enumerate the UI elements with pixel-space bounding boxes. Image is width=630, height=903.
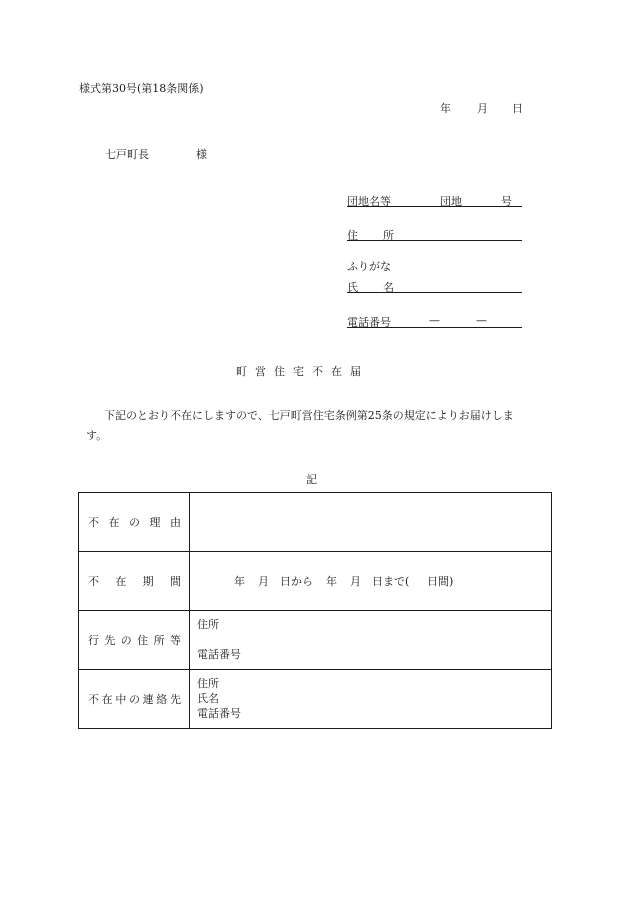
table-row — [79, 670, 552, 729]
reason-label-cell — [79, 493, 190, 552]
document-title: 町営住宅不在届 — [236, 365, 369, 378]
label-char: 期 — [142, 575, 154, 588]
label-char: 中 — [115, 693, 127, 706]
label-char: 理 — [149, 516, 161, 529]
table-row — [79, 493, 552, 552]
period-year-2: 年 — [326, 575, 337, 588]
period-days: 日間) — [427, 575, 454, 588]
destination-address: 住所 — [197, 617, 219, 631]
address-label-1: 住 — [347, 229, 358, 242]
housing-unit-danchi: 団地 — [440, 195, 462, 208]
period-text — [190, 573, 551, 589]
address-line — [347, 226, 522, 241]
period-value-cell[interactable] — [190, 552, 552, 611]
period-label-cell — [79, 552, 190, 611]
label-char: 等 — [169, 634, 181, 647]
label-char: 絡 — [156, 693, 168, 706]
body-text-line2: す。 — [86, 429, 108, 442]
period-year-1: 年 — [234, 575, 245, 588]
destination-phone: 電話番号 — [197, 647, 241, 661]
label-char: 先 — [104, 634, 116, 647]
label-char: 由 — [170, 516, 181, 529]
label-char: 不 — [88, 516, 99, 529]
label-char: 行 — [88, 634, 99, 647]
label-char: 不 — [88, 575, 99, 588]
period-month-2: 月 — [350, 575, 361, 588]
label-char: 在 — [108, 516, 120, 529]
name-label-1: 氏 — [347, 281, 358, 294]
label-char: 在 — [115, 575, 127, 588]
contact-phone: 電話番号 — [197, 707, 241, 720]
addressee-honorific: 様 — [196, 148, 207, 161]
address-label-2: 所 — [383, 229, 394, 242]
reason-label — [79, 514, 189, 530]
period-label — [79, 573, 189, 589]
label-char: 住 — [137, 634, 149, 647]
contact-value-cell[interactable] — [190, 670, 552, 729]
label-char: 所 — [153, 634, 165, 647]
destination-label — [79, 632, 189, 648]
furigana-label: ふりがな — [347, 260, 391, 273]
period-day-from: 日から — [280, 575, 313, 588]
phone-label: 電話番号 — [347, 316, 391, 329]
label-char: 間 — [169, 575, 181, 588]
body-text-line1: 下記のとおり不在にしますので、七戸町営住宅条例第25条の規定によりお届けしま — [104, 409, 514, 422]
contact-label — [79, 691, 189, 707]
housing-unit-go: 号 — [501, 195, 512, 208]
date-day: 日 — [512, 102, 523, 115]
date-month: 月 — [477, 102, 488, 115]
label-char: 在 — [101, 693, 113, 706]
label-char: の — [128, 693, 140, 706]
form-number: 様式第30号(第18条関係) — [79, 82, 204, 95]
table-row — [79, 611, 552, 670]
label-char: 連 — [142, 693, 154, 706]
destination-label-cell — [79, 611, 190, 670]
ki-heading: 記 — [306, 473, 317, 486]
destination-value-cell[interactable] — [190, 611, 552, 670]
contact-name: 氏名 — [197, 692, 219, 705]
contact-label-cell — [79, 670, 190, 729]
label-char: 不 — [88, 693, 99, 706]
table-row — [79, 552, 552, 611]
label-char: 先 — [169, 693, 181, 706]
period-day-until: 日まで( — [372, 575, 410, 588]
name-label-2: 名 — [383, 281, 394, 294]
housing-label: 団地名等 — [347, 195, 391, 208]
name-line — [347, 278, 522, 293]
addressee-name: 七戸町長 — [105, 148, 149, 161]
absence-table — [78, 492, 552, 729]
label-char: の — [129, 516, 140, 529]
label-char: の — [120, 634, 132, 647]
reason-value-cell[interactable] — [190, 493, 552, 552]
phone-dash-1: — — [429, 314, 440, 327]
phone-dash-2: — — [476, 314, 487, 327]
date-year: 年 — [440, 102, 451, 115]
period-month-1: 月 — [258, 575, 269, 588]
contact-address: 住所 — [197, 677, 219, 690]
